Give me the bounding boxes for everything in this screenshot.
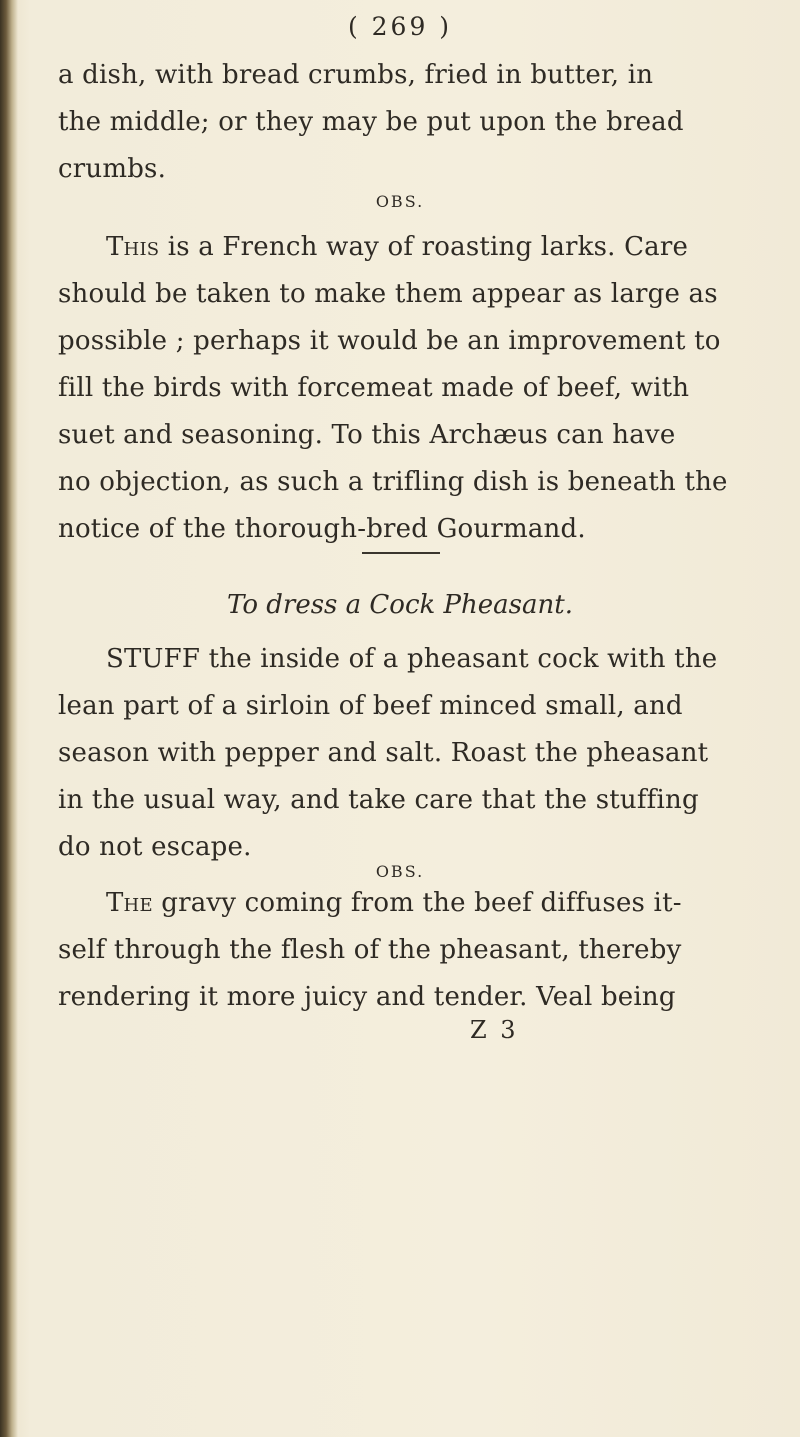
book-spine-shadow — [0, 0, 18, 1437]
drop-word: This — [106, 232, 160, 262]
text-line: notice of the thorough-bred Gourmand. — [58, 514, 586, 544]
obs-label: OBS. — [375, 192, 425, 211]
paragraph-obs-pheasant — [58, 880, 748, 1021]
signature-mark: Z 3 — [470, 1016, 519, 1044]
obs-label: OBS. — [375, 862, 425, 881]
recipe-heading: To dress a Cock Pheasant. — [227, 590, 573, 620]
text-line: the middle; or they may be put upon the bread — [58, 107, 684, 137]
text-line: fill the birds with forcemeat made of beef, with — [58, 373, 690, 403]
section-divider — [362, 552, 440, 554]
text-line: The gravy coming from the beef diffuses it- — [106, 888, 682, 918]
drop-word: The — [106, 888, 153, 918]
text-line: possible ; perhaps it would be an improvement to — [58, 326, 721, 356]
text-line: rendering it more juicy and tender. Veal being — [58, 982, 676, 1012]
paragraph-continuation — [58, 52, 748, 193]
text-line: STUFF the inside of a pheasant cock with the — [106, 644, 718, 674]
text-line: self through the flesh of the pheasant, thereby — [58, 935, 682, 965]
text-line: do not escape. — [58, 832, 252, 862]
text-line: season with pepper and salt. Roast the pheasant — [58, 738, 709, 768]
page-number: ( 269 ) — [347, 12, 453, 41]
text-line: crumbs. — [58, 154, 167, 184]
text-line: suet and seasoning. To this Archæus can have — [58, 420, 676, 450]
text-line: lean part of a sirloin of beef minced small, and — [58, 691, 683, 721]
paragraph-obs-larks — [58, 224, 748, 553]
text-line: no objection, as such a trifling dish is beneath the — [58, 467, 728, 497]
text-line: a dish, with bread crumbs, fried in butter, in — [58, 60, 654, 90]
paragraph-recipe — [58, 636, 748, 871]
text-line: should be taken to make them appear as large as — [58, 279, 718, 309]
text-line: in the usual way, and take care that the stuffing — [58, 785, 699, 815]
text-line: This is a French way of roasting larks. Care — [106, 232, 689, 262]
